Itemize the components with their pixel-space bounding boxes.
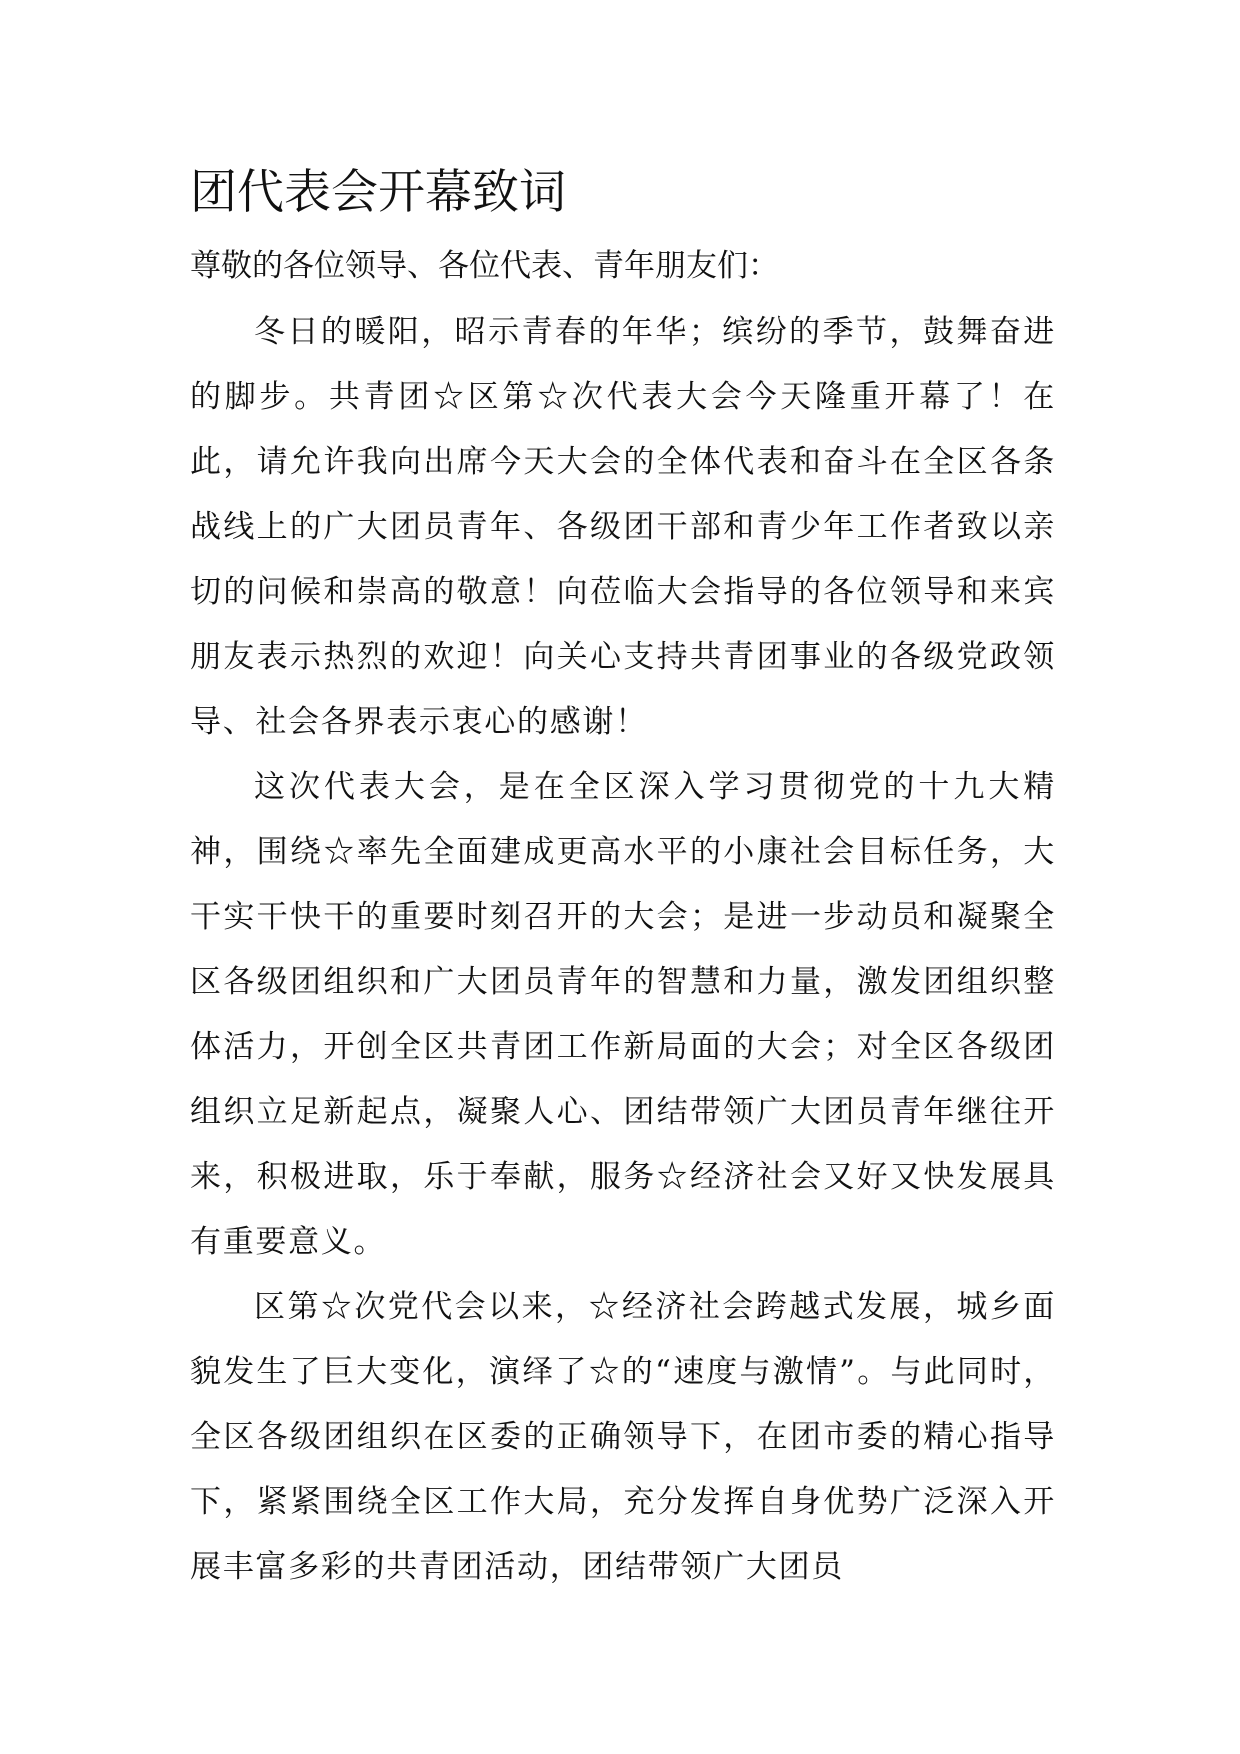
- salutation: 尊敬的各位领导、各位代表、青年朋友们：: [190, 248, 779, 284]
- paragraph-achievements: 区第☆次党代会以来，☆经济社会跨越式发展，城乡面貌发生了巨大变化，演绎了☆的“速度与激情”。与此同时，全区各级团组织在区委的正确领导下，在团市委的精心指导下，紧紧围绕全区工作大局，充分发挥自身优势广泛深入开展丰富多彩的共青团活动，团结带领广大团员: [190, 1289, 1056, 1585]
- paragraph-significance: 这次代表大会，是在全区深入学习贯彻党的十九大精神，围绕☆率先全面建成更高水平的小康社会目标任务，大干实干快干的重要时刻召开的大会；是进一步动员和凝聚全区各级团组织和广大团员青年的智慧和力量，激发团组织整体活力，开创全区共青团工作新局面的大会；对全区各级团组织立足新起点，凝聚人心、团结带领广大团员青年继往开来，积极进取，乐于奉献，服务☆经济社会又好又快发展具有重要意义。: [190, 769, 1056, 1260]
- paragraph-welcome: 冬日的暖阳，昭示青春的年华；缤纷的季节，鼓舞奋进的脚步。共青团☆区第☆次代表大会今天隆重开幕了！在此，请允许我向出席今天大会的全体代表和奋斗在全区各条战线上的广大团员青年、各级团干部和青少年工作者致以亲切的问候和崇高的敬意！向莅临大会指导的各位领导和来宾朋友表示热烈的欢迎！向关心支持共青团事业的各级党政领导、社会各界表示衷心的感谢！: [190, 314, 1056, 740]
- document-title: 团代表会开幕致词: [190, 165, 566, 220]
- document-body: [190, 300, 1056, 1600]
